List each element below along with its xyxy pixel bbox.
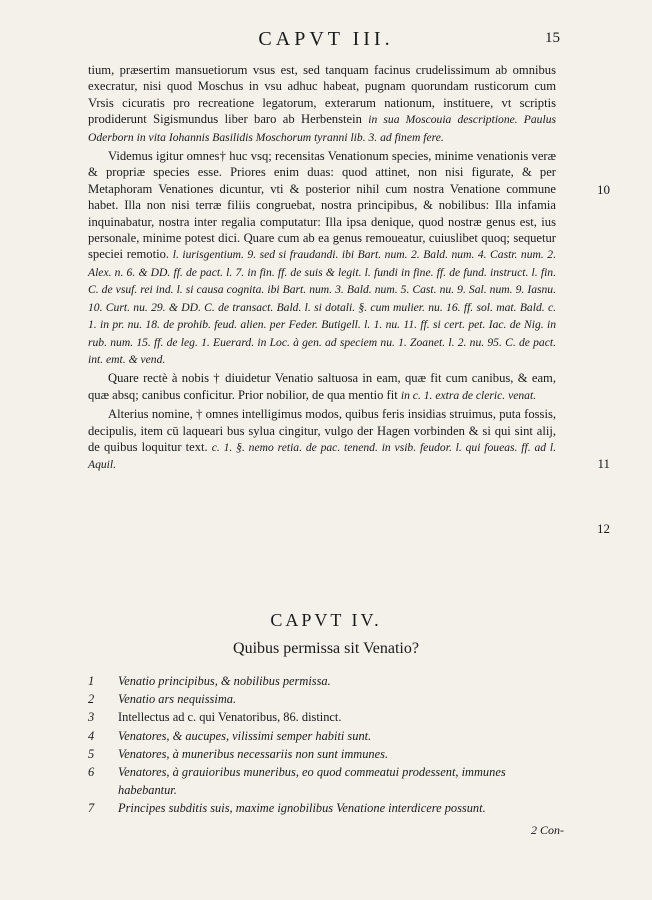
summary-text: Venatio ars nequissima. (118, 692, 237, 707)
chapter-summary-list (88, 672, 563, 818)
summary-item (88, 799, 563, 817)
paragraph-1 (88, 62, 556, 146)
chapter-heading: CAPVT IV. (270, 610, 382, 630)
body-text (88, 62, 556, 474)
chapter-subtitle: Quibus permissa sit Venatio? (233, 640, 419, 657)
summary-text: Venatores, & aucupes, vilissimi semper habiti sunt. (118, 728, 372, 743)
summary-item (88, 672, 563, 690)
summary-number: 2 (88, 692, 95, 707)
margin-number-11: 11 (597, 456, 610, 471)
summary-item (88, 690, 563, 708)
summary-item (88, 727, 563, 745)
margin-number-12: 12 (597, 521, 610, 536)
summary-number: 3 (88, 710, 95, 725)
summary-text: Venatores, à grauioribus muneribus, eo quod commeatui prodessent, immunes habebantur. (118, 765, 506, 798)
paragraph-3 (88, 370, 556, 404)
running-head (0, 28, 652, 54)
summary-item (88, 763, 563, 799)
summary-text: Intellectus ad c. qui Venatoribus, 86. distinct. (118, 710, 342, 725)
margin-number-10: 10 (597, 182, 610, 197)
paragraph-2-citation: l. iurisgentium. 9. sed si fraudandi. ibi Bart. num. 2. Bald. num. 4. Castr. num. 2. Alex. n. 6. & DD. ff. de pact. l. 7. in fin. ff. de suis & legit. l. fundi in fine. ff. de fund. instruct. l. fin. C. de vsuf. rei ind. l. si causa cognita. ibi Bart. num. 3. Bald. num. 5. Cast. nu. 9. Sal. num. 9. Iasnu. 10. Curt. nu. 29. & DD. C. de transact. Bald. l. si dotali. §. cum mulier. nu. 16. ff. sol. mat. Bald. c. 1. in pr. nu. 18. de prohib. feud. alien. per Feder. Butigell. l. 1. nu. 11. ff. si cert. pet. Iac. de Nig. in rub. num. 15. ff. de leg. 1. Euerard. in Loc. à gen. ad speciem nu. 1. Zoanet. l. 2. nu. 95. C. de pact. int. emt. & vend. (88, 248, 556, 366)
paragraph-1-text: tium, præsertim mansuetiorum vsus est, sed tanquam facinus crudelissimum ab omnibus execratur, nisi quod Moschus in vsu adhuc habeat, pugnam quorundam rusticorum cum Vrsis cicuratis pro recreatione legatorum, exterarum nationum, instituere, vt scriptis prodiderunt Sigismundus liber baro ab Herbenstein (88, 63, 556, 127)
paragraph-4-citation: c. 1. §. nemo retia. de pac. tenend. in vsib. feudor. l. qui foueas. ff. ad l. Aquil. (88, 440, 556, 472)
summary-text: Principes subditis suis, maxime ignobilibus Venatione interdicere possunt. (118, 801, 486, 816)
summary-item (88, 708, 563, 726)
paragraph-1-citation: in sua Moscouia descriptione. Paulus Oderborn in vita Iohannis Basilidis Moschorum tyranni lib. 3. ad finem fere. (88, 113, 557, 144)
running-title: CAPVT III. (258, 28, 394, 50)
summary-number: 1 (88, 674, 95, 688)
summary-number: 5 (88, 746, 95, 761)
summary-number: 7 (88, 801, 95, 816)
summary-text: Venatio principibus, & nobilibus permissa. (118, 674, 331, 688)
page-number: 15 (545, 30, 560, 46)
summary-number: 6 (88, 765, 95, 780)
paragraph-2-text: Videmus igitur omnes† huc vsq; recensitas Venationum species, minime venationis veræ & propriæ species esse. Priores enim duas: quod attinet, non nisi figurate, & per Metaphoram Venationes dicuntur, vti & posterior nihil cum nostra Venatione commune habet. Illa non nisi terræ filiis congruebat, nostra principibus, & nobilibus: Illa infamia inquinabatur, nostra inter regalia computatur: Illa ipsa denique, quod nostræ genus est, ius personale, minime potest dici. Quare cum ab ea genus remoueatur, cuiuslibet quoq; sequetur speciei remotio. (88, 149, 556, 262)
summary-item (88, 745, 563, 763)
summary-number: 4 (88, 728, 95, 743)
paragraph-2 (88, 148, 556, 368)
summary-text: Venatores, à muneribus necessariis non sunt immunes. (118, 746, 389, 761)
paragraph-4 (88, 406, 556, 474)
paragraph-4-text: Alterius nomine, † omnes intelligimus modos, quibus feris insidias struimus, puta fossis, decipulis, item cū laqueari bus sylua cingitur, vulgo der Hagen vorbinden & si qui sint alij, de quibus loquitur text. (88, 407, 556, 454)
paragraph-3-text: Quare rectè à nobis † diuidetur Venatio saltuosa in eam, quæ fit cum canibus, & eam, quæ absq; canibus conficitur. Prior nobilior, de qua mentio fit (88, 371, 556, 402)
catchword: 2 Con- (531, 823, 564, 837)
paragraph-3-citation: in c. 1. extra de cleric. venat. (400, 388, 537, 402)
